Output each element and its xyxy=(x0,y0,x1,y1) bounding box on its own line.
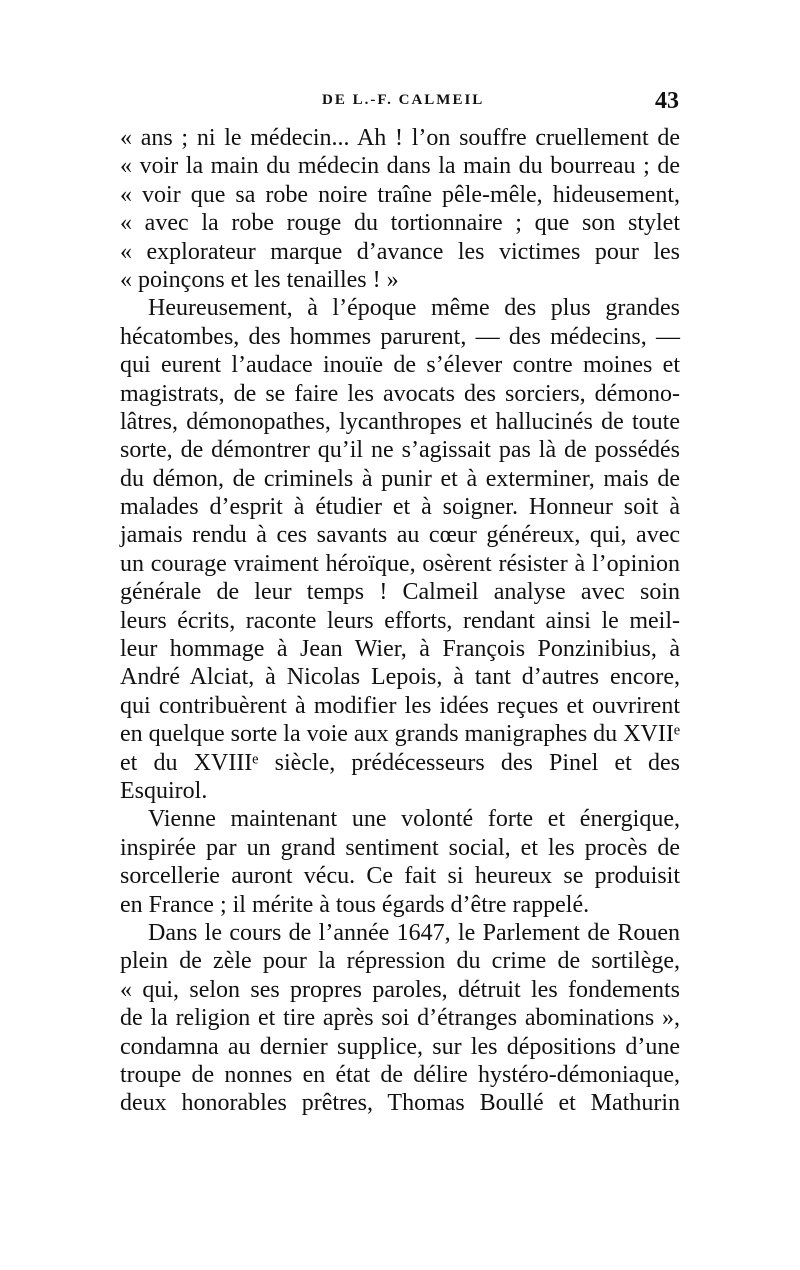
text-line: « qui, selon ses propres paroles, détruit les fondements xyxy=(120,976,680,1003)
text-line: « voir la main du médecin dans la main du bourreau ; de xyxy=(120,153,680,180)
text-line: troupe de nonnes en état de délire hystéro-démoniaque, xyxy=(120,1061,680,1088)
running-head xyxy=(0,88,800,122)
text-line: malades d’esprit à étudier et à soigner. Honneur soit à xyxy=(120,494,680,521)
text-line: en quelque sorte la voie aux grands manigraphes du XVIIᵉ xyxy=(120,721,680,748)
text-line: leurs écrits, raconte leurs efforts, rendant ainsi le meil- xyxy=(120,607,680,634)
text-line: en France ; il mérite à tous égards d’être rappelé. xyxy=(120,891,590,918)
text-line: magistrats, de se faire les avocats des sorciers, démono- xyxy=(120,380,680,407)
text-line: de la religion et tire après soi d’étranges abominations », xyxy=(120,1005,680,1032)
text-line: « avec la robe rouge du tortionnaire ; que son stylet xyxy=(120,210,680,237)
text-line: lâtres, démonopathes, lycanthropes et hallucinés de toute xyxy=(120,408,680,435)
text-line: Dans le cours de l’année 1647, le Parlement de Rouen xyxy=(148,919,680,946)
text-line: condamna au dernier supplice, sur les dépositions d’une xyxy=(120,1033,680,1060)
page-number: 43 xyxy=(655,88,679,114)
text-line: du démon, de criminels à punir et à exterminer, mais de xyxy=(120,465,680,492)
text-line: qui eurent l’audace inouïe de s’élever contre moines et xyxy=(120,352,680,379)
text-line: un courage vraiment héroïque, osèrent résister à l’opinion xyxy=(120,550,680,577)
text-line: hécatombes, des hommes parurent, — des médecins, — xyxy=(120,323,680,350)
text-line: deux honorables prêtres, Thomas Boullé et Mathurin xyxy=(120,1090,680,1117)
text-line: sorcellerie auront vécu. Ce fait si heureux se produisit xyxy=(120,863,680,890)
text-line: et du XVIIIᵉ siècle, prédécesseurs des Pinel et des xyxy=(120,749,680,776)
body-text xyxy=(120,124,680,1118)
text-line: plein de zèle pour la répression du crime de sortilège, xyxy=(120,948,680,975)
text-line: Heureusement, à l’époque même des plus grandes xyxy=(148,295,680,322)
text-line: générale de leur temps ! Calmeil analyse avec soin xyxy=(120,579,680,606)
text-line: jamais rendu à ces savants au cœur généreux, qui, avec xyxy=(120,522,680,549)
text-line: qui contribuèrent à modifier les idées reçues et ouvrirent xyxy=(120,692,680,719)
text-line: sorte, de démontrer qu’il ne s’agissait pas là de possédés xyxy=(120,437,680,464)
text-line: « explorateur marque d’avance les victimes pour les xyxy=(120,238,680,265)
running-title: DE L.-F. CALMEIL xyxy=(322,92,485,108)
text-line: Vienne maintenant une volonté forte et énergique, xyxy=(148,806,680,833)
text-line: Esquirol. xyxy=(120,777,208,804)
century-numeral: XVIIᵉ xyxy=(623,721,680,748)
text-line: « poinçons et les tenailles ! » xyxy=(120,266,399,293)
text-line: « ans ; ni le médecin... Ah ! l’on souffre cruellement de xyxy=(120,125,680,151)
text-line: leur hommage à Jean Wier, à François Ponzinibius, à xyxy=(120,636,680,663)
text-line: inspirée par un grand sentiment social, et les procès de xyxy=(120,834,680,861)
text-line: André Alciat, à Nicolas Lepois, à tant d’autres encore, xyxy=(120,664,680,691)
text-line: « voir que sa robe noire traîne pêle-mêle, hideusement, xyxy=(120,181,680,208)
